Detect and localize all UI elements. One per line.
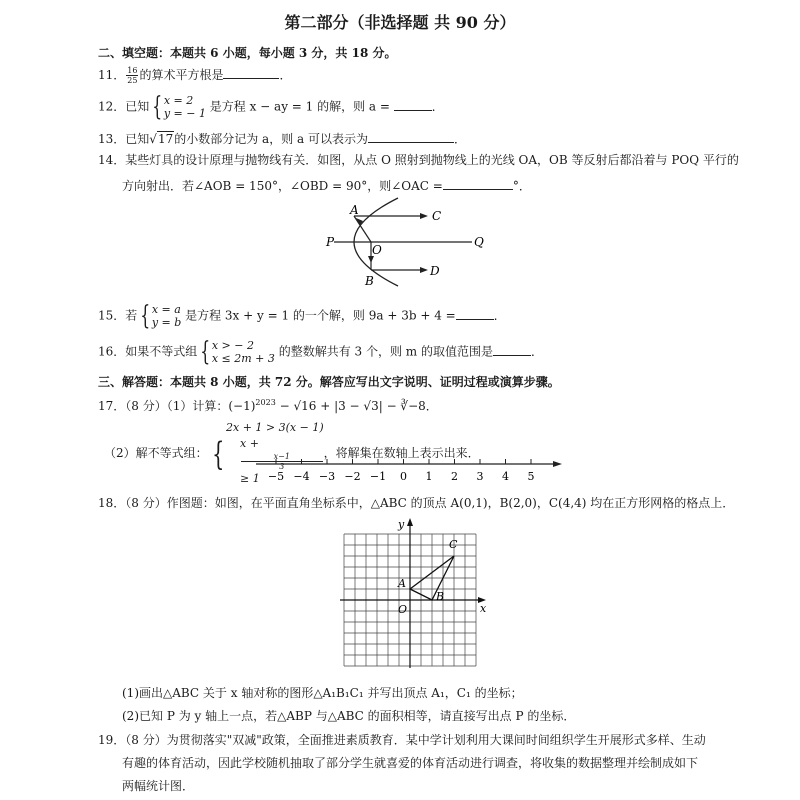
question-19-line1: 19．（8 分）为贯彻落实"双减"政策，全面推进素质教育．某中学计划利用大课间时间组织学生开展形式多样、生动 (98, 733, 706, 747)
arrow-OB-icon (368, 256, 374, 263)
q15-end: ． (493, 308, 506, 323)
question-15 (98, 303, 506, 329)
number-line-tick-label: 1 (425, 470, 433, 483)
number-line-arrow-icon (553, 461, 562, 467)
q17-part1-expr: − √16 + |3 − √3| − ∛−8． (275, 399, 438, 413)
q11-denominator: 25 (127, 76, 138, 85)
label-Q: Q (474, 235, 484, 249)
q11-end: ． (279, 68, 292, 82)
question-13 (98, 130, 466, 146)
q11-text: 的算术平方根是 (139, 68, 224, 82)
q15-number: 15．若 (98, 308, 138, 323)
label-P: P (326, 235, 335, 249)
q17-frac-num: x−1 (241, 452, 323, 462)
y-axis-label: y (398, 518, 405, 531)
q17-eq1: 2x + 1 > 3(x − 1) (226, 421, 324, 434)
number-line-tick-label: 4 (502, 470, 509, 483)
ray-OA (354, 216, 371, 242)
question-18-sub2: (2)已知 P 为 y 轴上一点，若△ABP 与△ABC 的面积相等，请直接写出点 P 的坐标． (122, 709, 576, 723)
question-12 (98, 94, 444, 120)
number-line-tick-label: −3 (318, 470, 336, 483)
arrow-C-icon (420, 213, 428, 219)
label-A: A (350, 203, 359, 217)
number-line-tick-label: −5 (267, 470, 285, 483)
q17-part2-tail: ，将解集在数轴上表示出来． (323, 446, 480, 460)
number-line-tick-label: 0 (400, 470, 407, 483)
number-line-tick-label: −4 (293, 470, 310, 483)
q12-number: 12．已知 (98, 99, 150, 114)
coordinate-grid (336, 516, 496, 672)
parabola-diagram (320, 196, 500, 292)
section-fill-blank-heading: 二、填空题：本题共 6 小题，每小题 3 分，共 18 分。 (98, 46, 397, 60)
question-17-part1 (98, 396, 438, 413)
q16-number: 16．如果不等式组 (98, 344, 198, 359)
q12-system (164, 94, 206, 120)
question-11 (98, 66, 292, 85)
q16-end: ． (530, 344, 543, 359)
q13-answer-blank[interactable] (368, 130, 454, 143)
q12-text: 是方程 x − ay = 1 的解，则 a = (205, 99, 394, 114)
q17-brace: { (211, 434, 224, 473)
q11-numerator: 16 (127, 66, 138, 75)
q15-system (152, 303, 181, 329)
question-18-sub1: (1)画出△ABC 关于 x 轴对称的图形△A₁B₁C₁ 并写出顶点 A₁，C₁ 的坐标； (122, 686, 523, 700)
number-line-tick-label: −1 (369, 470, 387, 483)
page-title: 第二部分（非选择题 共 90 分） (284, 13, 516, 32)
label-B: B (365, 274, 374, 288)
q17-frac-den: 3 (279, 462, 285, 471)
q16-eq2: x ≤ 2m + 3 (211, 352, 275, 365)
q15-eq1: x = a (151, 303, 181, 316)
number-line (256, 456, 566, 486)
label-C: C (432, 209, 442, 223)
q16-brace: { (200, 337, 211, 367)
question-19-line3: 两幅统计图． (122, 779, 195, 793)
y-axis-arrow-icon (407, 518, 413, 526)
q13-number: 13．已知 (98, 132, 150, 146)
q13-text: 的小数部分记为 a，则 a 可以表示为 (174, 132, 368, 146)
arrow-D-icon (420, 267, 428, 273)
number-line-tick-label: 5 (527, 470, 535, 483)
q11-fraction (126, 66, 138, 85)
label-C: C (449, 538, 458, 551)
q13-end: ． (453, 132, 466, 146)
q17-part2-text: （2）解不等式组： (104, 446, 208, 460)
question-18: 18．（8 分）作图题：如图，在平面直角坐标系中，△ABC 的顶点 A(0,1)，B(2,0)，C(4,4) 均在正方形网格的格点上． (98, 496, 735, 510)
label-D: D (430, 264, 440, 278)
number-line-tick-label: 2 (451, 470, 458, 483)
q17-part1-text: 17．（8 分）（1）计算：(−1) (98, 399, 256, 413)
q12-brace: { (152, 92, 163, 122)
q16-text: 的整数解共有 3 个，则 m 的取值范围是 (274, 344, 493, 359)
q16-eq1: x > − 2 (211, 339, 254, 352)
question-16 (98, 339, 543, 365)
label-O: O (372, 243, 382, 257)
label-A: A (398, 577, 406, 590)
q14-answer-blank[interactable] (443, 177, 513, 190)
q15-text: 是方程 3x + y = 1 的一个解，则 9a + 3b + 4 = (181, 308, 456, 323)
q12-eq2: y = − 1 (163, 107, 206, 120)
q12-answer-blank[interactable] (394, 98, 432, 111)
q15-brace: { (140, 301, 151, 331)
q11-answer-blank[interactable] (223, 66, 279, 79)
q12-end: ． (431, 99, 444, 114)
question-19-line2: 有趣的体育活动，因此学校随机抽取了部分学生就喜爱的体育活动进行调查，将收集的数据整理并绘制成如下 (122, 756, 699, 770)
q16-system (212, 339, 275, 365)
q17-exponent: 2023 (255, 398, 276, 407)
label-B: B (436, 590, 445, 603)
number-line-tick-label: −2 (344, 470, 361, 483)
q15-answer-blank[interactable] (456, 307, 494, 320)
label-O: O (398, 603, 408, 616)
q13-radicand: 17 (157, 132, 174, 146)
question-14-line1: 14．某些灯具的设计原理与抛物线有关．如图，从点 O 照射到抛物线上的光线 OA，OB 等反射后都沿着与 POQ 平行的 (98, 153, 739, 167)
x-axis-label: x (480, 602, 487, 615)
q11-number: 11． (98, 68, 126, 82)
question-14-line2 (122, 177, 531, 193)
q15-eq2: y = b (151, 316, 182, 329)
q14-line2-end: °． (512, 179, 531, 193)
q13-sqrt-sign: √ (149, 132, 157, 146)
q16-answer-blank[interactable] (493, 343, 531, 356)
q14-line2-text: 方向射出．若∠AOB = 150°，∠OBD = 90°，则∠OAC = (122, 179, 443, 193)
q17-eq2-right: ≥ 1 (240, 472, 260, 485)
section-solve-heading: 三、解答题：本题共 8 小题，共 72 分。解答应写出文字说明、证明过程或演算步骤。 (98, 375, 560, 389)
q12-eq1: x = 2 (163, 94, 194, 107)
q17-eq2-left: x + (240, 437, 259, 450)
number-line-tick-label: 3 (476, 470, 484, 483)
